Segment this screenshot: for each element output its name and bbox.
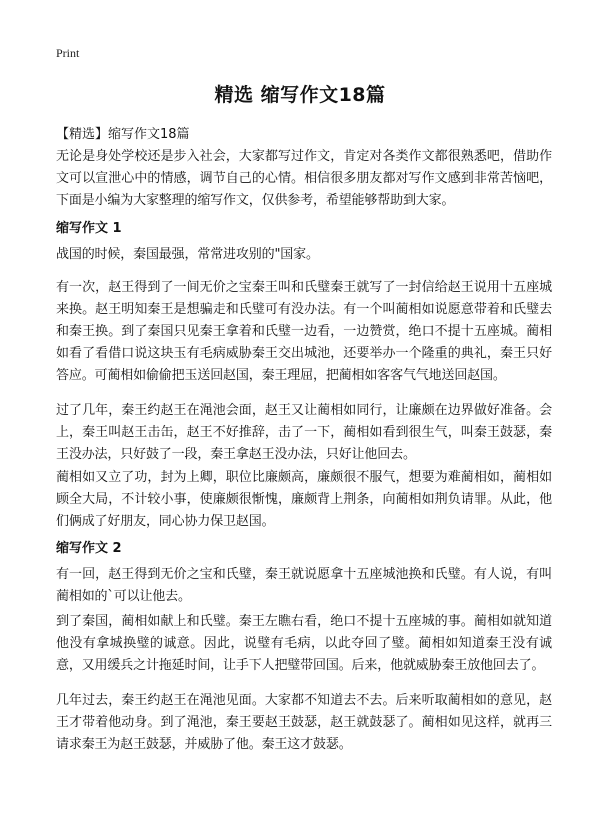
- section2-paragraph-1: 有一回，赵王得到无价之宝和氏璧，秦王就说愿拿十五座城池换和氏璧。有人说，有叫蔺相如的`可以让他去。: [56, 567, 552, 604]
- section2-paragraph-2: 到了秦国，蔺相如献上和氏璧。秦王左瞧右看，绝口不提十五座城的事。蔺相如就知道他没有拿城换璧的诚意。因此，说璧有毛病，以此夺回了璧。蔺相如知道秦王没有诚意，又用缓兵之计拖延时间，让手下人把璧带回国。后来，他就威胁秦王放他回去了。: [56, 614, 552, 673]
- page-title: 精选 缩写作文18篇: [214, 84, 386, 106]
- section1-paragraph-4: 蔺相如又立了功，封为上卿，职位比廉颇高，廉颇很不服气，想要为难蔺相如，蔺相如顾全大局，不计较小事，使廉颇很惭愧，廉颇背上荆条，向蔺相如荆负请罪。从此，他们俩成了好朋友，同心协力保卫赵国。: [56, 470, 552, 529]
- section-heading-2: 缩写作文 2: [56, 541, 122, 556]
- section1-paragraph-1: 战国的时候，秦国最强，常常进攻别的"国家。: [56, 247, 319, 262]
- document-subtitle: 【精选】缩写作文18篇: [56, 127, 190, 142]
- intro-paragraph: 无论是身处学校还是步入社会，大家都写过作文，肯定对各类作文都很熟悉吧，借助作文可以宣泄心中的情感，调节自己的心情。相信很多朋友都对写作文感到非常苦恼吧，下面是小编为大家整理的缩写作文，仅供参考，希望能够帮助到大家。: [56, 149, 552, 208]
- print-link[interactable]: Print: [56, 46, 80, 60]
- section2-paragraph-3: 几年过去，秦王约赵王在渑池见面。大家都不知道去不去。后来听取蔺相如的意见，赵王才带着他动身。到了渑池，秦王要赵王鼓瑟，赵王就鼓瑟了。蔺相如见这样，就再三请求秦王为赵王鼓瑟，并威胁了他。秦王这才鼓瑟。: [56, 693, 552, 752]
- section1-paragraph-3: 过了几年，秦王约赵王在渑池会面，赵王又让蔺相如同行，让廉颇在边界做好准备。会上，秦王叫赵王击缶，赵王不好推辞，击了一下，蔺相如看到很生气，叫秦王鼓瑟，秦王没办法，只好鼓了一段，秦王拿赵王没办法，只好让他回去。: [56, 403, 552, 462]
- section-heading-1: 缩写作文 1: [56, 221, 122, 236]
- section1-paragraph-2: 有一次，赵王得到了一间无价之宝秦王叫和氏璧秦王就写了一封信给赵王说用十五座城来换。赵王明知秦王是想骗走和氏璧可有没办法。有一个叫蔺相如说愿意带着和氏璧去和秦王换。到了秦国只见秦王拿着和氏璧一边看，一边赞赏，绝口不提十五座城。蔺相如看了看借口说这块玉有毛病威胁秦王交出城池，还要举办一个隆重的典礼，秦王只好答应。可蔺相如偷偷把玉送回赵国，秦王理屈，把蔺相如客客气气地送回赵国。: [56, 280, 552, 383]
